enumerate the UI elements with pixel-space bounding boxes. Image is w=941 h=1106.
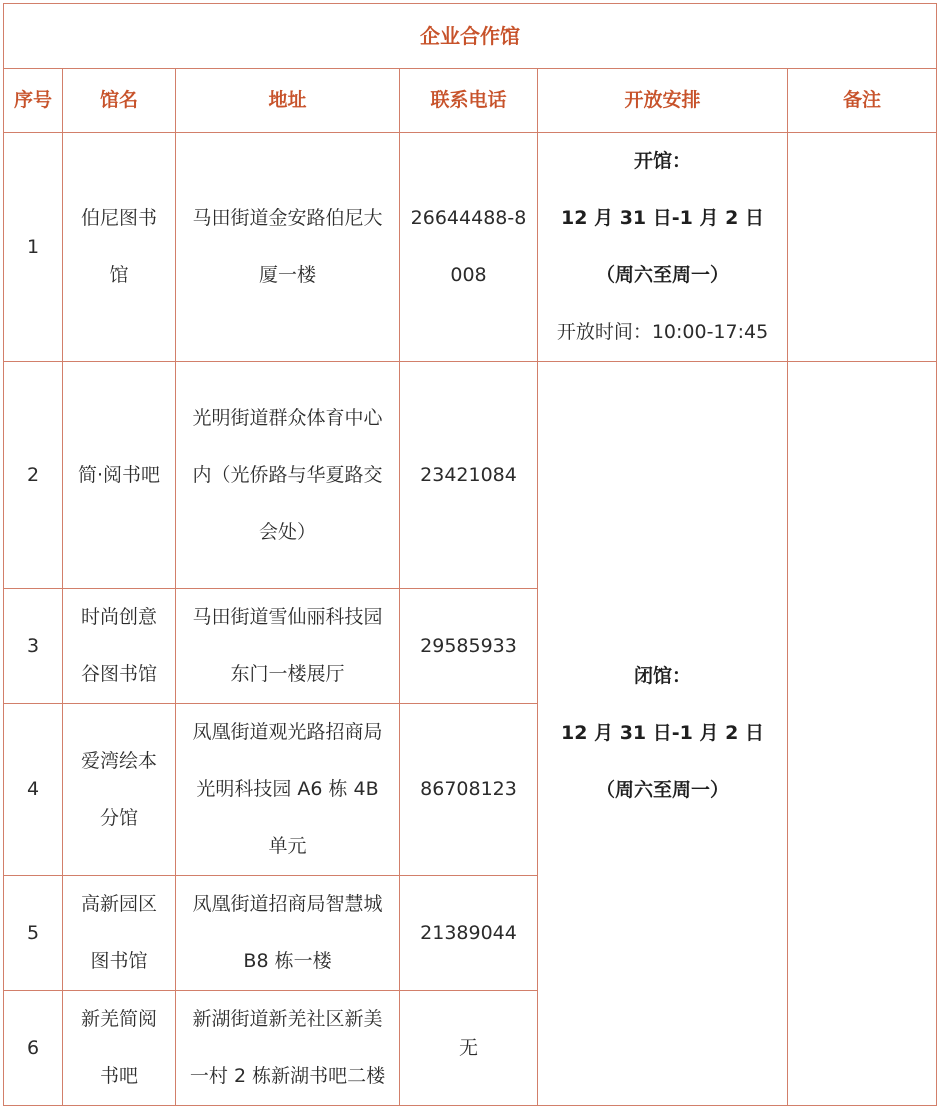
table-row [4, 362, 937, 589]
library-phone: 23421084 [400, 362, 538, 589]
row-no: 2 [4, 362, 63, 589]
header-schedule: 开放安排 [538, 69, 788, 133]
header-row [4, 69, 937, 133]
table-title: 企业合作馆 [4, 4, 937, 69]
remarks-cell [788, 133, 937, 362]
row-no: 6 [4, 991, 63, 1106]
schedule-closed-days: （周六至周一） [595, 779, 729, 801]
row-no: 4 [4, 704, 63, 876]
row-no: 5 [4, 876, 63, 991]
library-name: 时尚创意谷图书馆 [63, 589, 176, 704]
schedule-open-days: （周六至周一） [595, 264, 729, 286]
row-no: 1 [4, 133, 63, 362]
header-no: 序号 [4, 69, 63, 133]
schedule-open-hours: 开放时间：10:00-17:45 [556, 321, 769, 343]
library-name: 新羌简阅书吧 [63, 991, 176, 1106]
schedule-closed-status: 闭馆： [633, 665, 691, 687]
schedule-open-status: 开馆： [633, 150, 691, 172]
library-address: 凤凰街道招商局智慧城 B8 栋一楼 [176, 876, 400, 991]
library-phone: 26644488-8008 [400, 133, 538, 362]
library-table [3, 3, 937, 1106]
remarks-cell [788, 362, 937, 1106]
library-phone: 无 [400, 991, 538, 1106]
library-phone: 86708123 [400, 704, 538, 876]
header-phone: 联系电话 [400, 69, 538, 133]
library-address: 马田街道雪仙丽科技园东门一楼展厅 [176, 589, 400, 704]
library-address: 光明街道群众体育中心内（光侨路与华夏路交会处） [176, 362, 400, 589]
library-name: 爱湾绘本分馆 [63, 704, 176, 876]
library-name: 简·阅书吧 [63, 362, 176, 589]
table-row [4, 133, 937, 362]
schedule-closed-dates: 12 月 31 日-1 月 2 日 [561, 722, 764, 744]
library-phone: 21389044 [400, 876, 538, 991]
library-address: 马田街道金安路伯尼大厦一楼 [176, 133, 400, 362]
library-phone: 29585933 [400, 589, 538, 704]
schedule-open [538, 133, 788, 362]
library-address: 凤凰街道观光路招商局光明科技园 A6 栋 4B 单元 [176, 704, 400, 876]
header-address: 地址 [176, 69, 400, 133]
library-address: 新湖街道新羌社区新美一村 2 栋新湖书吧二楼 [176, 991, 400, 1106]
header-remarks: 备注 [788, 69, 937, 133]
schedule-closed [538, 362, 788, 1106]
library-name: 高新园区图书馆 [63, 876, 176, 991]
library-name: 伯尼图书馆 [63, 133, 176, 362]
header-name: 馆名 [63, 69, 176, 133]
row-no: 3 [4, 589, 63, 704]
schedule-open-dates: 12 月 31 日-1 月 2 日 [561, 207, 764, 229]
